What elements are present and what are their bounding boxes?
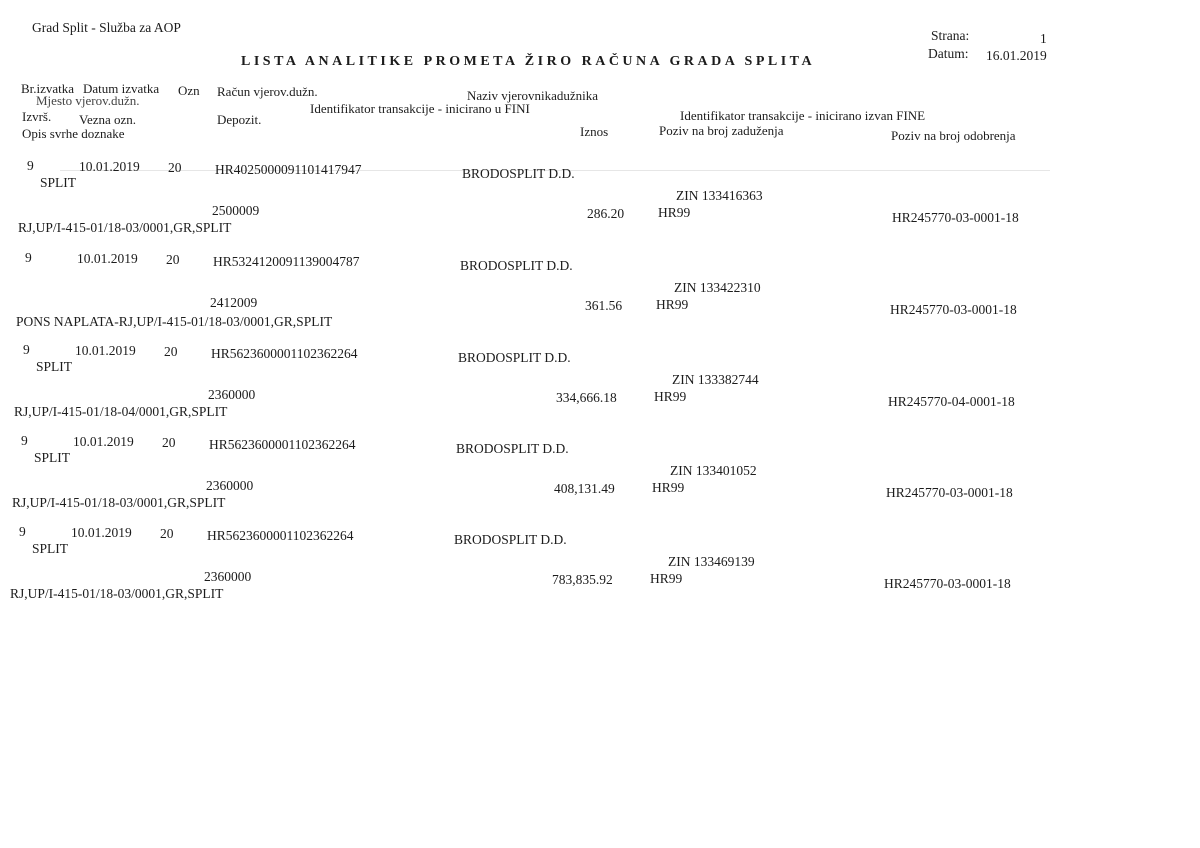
col-header-opis: Opis svrhe doznake <box>22 126 125 141</box>
entry-poziv-odobrenja: HR245770-03-0001-18 <box>886 485 1013 500</box>
entry-deposit: 2360000 <box>204 569 252 584</box>
entry-amount: 361.56 <box>585 298 623 313</box>
entry-amount: 783,835.92 <box>552 572 613 587</box>
entry-deposit: 2360000 <box>206 478 254 493</box>
entry-date: 10.01.2019 <box>71 525 132 540</box>
entry-description: RJ,UP/I-415-01/18-03/0001,GR,SPLIT <box>12 495 226 510</box>
entry-poziv-zaduzenja: HR99 <box>658 205 691 220</box>
entry-zin: ZIN 133401052 <box>670 463 757 478</box>
entry-poziv-odobrenja: HR245770-04-0001-18 <box>888 394 1015 409</box>
entry-description: PONS NAPLATA-RJ,UP/I-415-01/18-03/0001,GR,SPLIT <box>16 314 333 329</box>
entry-deposit: 2412009 <box>210 295 258 310</box>
entry-description: RJ,UP/I-415-01/18-03/0001,GR,SPLIT <box>10 586 224 601</box>
entry-name: BRODOSPLIT D.D. <box>460 258 573 273</box>
col-header-racun: Račun vjerov.dužn. <box>217 84 318 99</box>
entry-account: HR5623600001102362264 <box>209 437 356 452</box>
col-header-iznos: Iznos <box>580 124 609 139</box>
entry-account: HR5623600001102362264 <box>207 528 354 543</box>
page-label: Strana: <box>931 28 970 43</box>
entry-name: BRODOSPLIT D.D. <box>458 350 571 365</box>
entry-description: RJ,UP/I-415-01/18-03/0001,GR,SPLIT <box>18 220 232 235</box>
entry-amount: 408,131.49 <box>554 481 615 496</box>
entry-poziv-zaduzenja: HR99 <box>652 480 685 495</box>
entry-place: SPLIT <box>32 541 69 556</box>
entry-name: BRODOSPLIT D.D. <box>454 532 567 547</box>
col-header-poziv-zaduzenja: Poziv na broj zaduženja <box>659 123 784 138</box>
entry-zin: ZIN 133469139 <box>668 554 755 569</box>
entry-poziv-odobrenja: HR245770-03-0001-18 <box>892 210 1019 225</box>
date-label: Datum: <box>928 46 969 61</box>
organization-name: Grad Split - Služba za AOP <box>32 20 181 35</box>
entry-amount: 334,666.18 <box>556 390 617 405</box>
entry-zin: ZIN 133416363 <box>676 188 763 203</box>
entry-ozn: 20 <box>164 344 178 359</box>
document-title: LISTA ANALITIKE PROMETA ŽIRO RAČUNA GRADA SPLITA <box>241 54 816 69</box>
entry-ozn: 20 <box>160 526 174 541</box>
entry-deposit: 2500009 <box>212 203 260 218</box>
entry-date: 10.01.2019 <box>79 159 140 174</box>
entry-place: SPLIT <box>34 450 71 465</box>
col-header-vezna: Vezna ozn. <box>79 112 137 127</box>
entry-poziv-odobrenja: HR245770-03-0001-18 <box>884 576 1011 591</box>
entry-poziv-odobrenja: HR245770-03-0001-18 <box>890 302 1017 317</box>
entry-br-izvatka: 9 <box>21 433 28 448</box>
col-header-poziv-odobrenja: Poziv na broj odobrenja <box>891 128 1016 143</box>
entry-amount: 286.20 <box>587 206 625 221</box>
entry-poziv-zaduzenja: HR99 <box>650 571 683 586</box>
entry-account: HR5623600001102362264 <box>211 346 358 361</box>
entry-zin: ZIN 133422310 <box>674 280 761 295</box>
report-date: 16.01.2019 <box>986 48 1047 63</box>
entry-account: HR4025000091101417947 <box>215 162 362 177</box>
entry-br-izvatka: 9 <box>19 524 26 539</box>
col-header-datum-izvatka: Datum izvatka <box>83 81 160 96</box>
entry-zin: ZIN 133382744 <box>672 372 759 387</box>
entry-place: SPLIT <box>40 175 77 190</box>
entry-br-izvatka: 9 <box>25 250 32 265</box>
entry-account: HR5324120091139004787 <box>213 254 360 269</box>
entry-br-izvatka: 9 <box>27 158 34 173</box>
entry-name: BRODOSPLIT D.D. <box>456 441 569 456</box>
entry-date: 10.01.2019 <box>77 251 138 266</box>
entry-poziv-zaduzenja: HR99 <box>654 389 687 404</box>
col-header-ozn: Ozn <box>178 83 200 98</box>
col-header-depozit: Depozit. <box>217 112 262 127</box>
entry-deposit: 2360000 <box>208 387 256 402</box>
entry-br-izvatka: 9 <box>23 342 30 357</box>
col-header-br-izvatka: Br.izvatka <box>21 81 75 96</box>
entry-ozn: 20 <box>162 435 176 450</box>
page-number: 1 <box>1040 31 1047 46</box>
entry-date: 10.01.2019 <box>73 434 134 449</box>
entry-date: 10.01.2019 <box>75 343 136 358</box>
col-header-izvrs: Izvrš. <box>22 109 52 124</box>
entry-poziv-zaduzenja: HR99 <box>656 297 689 312</box>
col-header-ident-fini: Identifikator transakcije - inicirano u FINI <box>310 101 530 116</box>
entry-ozn: 20 <box>168 160 182 175</box>
entry-ozn: 20 <box>166 252 180 267</box>
entry-name: BRODOSPLIT D.D. <box>462 166 575 181</box>
col-header-naziv: Naziv vjerovnikadužnika <box>467 88 599 103</box>
entry-description: RJ,UP/I-415-01/18-04/0001,GR,SPLIT <box>14 404 228 419</box>
col-header-mjesto: Mjesto vjerov.dužn. <box>36 93 140 108</box>
col-header-ident-izvan: Identifikator transakcije - inicirano izvan FINE <box>680 108 926 123</box>
entry-place: SPLIT <box>36 359 73 374</box>
